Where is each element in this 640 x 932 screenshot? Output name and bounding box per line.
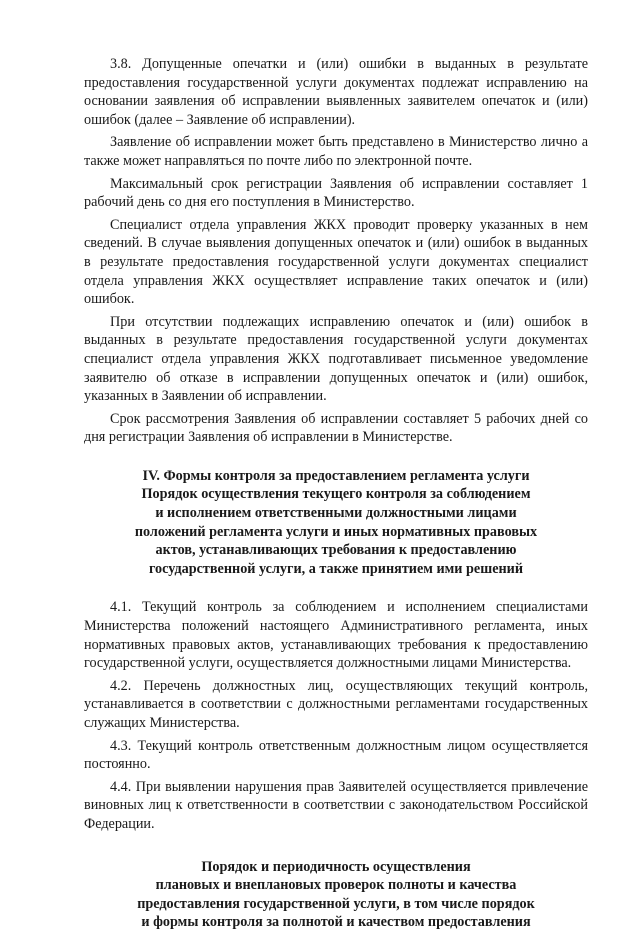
paragraph-4-3: 4.3. Текущий контроль ответственным должностным лицом осуществляется постоянно.: [84, 737, 588, 773]
paragraph-refusal: При отсутствии подлежащих исправлению опечаток и (или) ошибок в выданных в результате предоставления государственной услуги документах специалист отдела управления ЖКХ подготавливает письменное уведомление заявителю об отказе в исправлении допущенных опечаток и (или) ошибок, указанных в Заявлении об исправлении.: [84, 313, 588, 405]
paragraph-submission: Заявление об исправлении может быть представлено в Министерство лично а также может направляться по почте либо по электронной почте.: [84, 134, 588, 169]
paragraph-3-8: 3.8. Допущенные опечатки и (или) ошибки в выданных в результате предоставления государственной услуги документах подлежат исправлению на основании заявления об исправлении выявленных заявителем опечаток и (или) ошибок (далее – Заявление об исправлении).: [84, 56, 588, 128]
inspection-order-title-line: предоставления государственной услуги, в том числе порядок: [137, 895, 535, 912]
paragraph-review-term: Срок рассмотрения Заявления об исправлении составляет 5 рабочих дней со дня регистрации Заявления об исправлении в Министерстве.: [84, 410, 588, 446]
section-4-title: [84, 467, 588, 579]
section-4-title-line: актов, устанавливающих требования к предоставлению: [155, 542, 517, 559]
inspection-order-title-line: Порядок и периодичность осуществления: [201, 858, 471, 875]
section-4-title-line: государственной услуги, а также принятием ими решений: [148, 560, 524, 577]
paragraph-4-1: 4.1. Текущий контроль за соблюдением и исполнением специалистами Министерства положений настоящего Административного регламента, иных нормативных правовых актов, устанавливающих требования к предоставлению государственной услуги, осуществляется должностными лицами Министерства.: [84, 599, 588, 672]
section-4-title-line: положений регламента услуги и иных нормативных правовых: [134, 523, 538, 540]
section-4-title-line: Порядок осуществления текущего контроля за соблюдением: [141, 486, 531, 503]
paragraph-registration-term: Максимальный срок регистрации Заявления об исправлении составляет 1 рабочий день со дня его поступления в Министерство.: [84, 175, 588, 211]
section-4-body: [84, 598, 588, 833]
inspection-order-title-line: и формы контроля за полнотой и качеством предоставления: [141, 914, 531, 931]
paragraph-4-2: 4.2. Перечень должностных лиц, осуществляющих текущий контроль, устанавливается в соответствии с должностными регламентами государственных служащих Министерства.: [84, 677, 588, 731]
section-4-title-line: и исполнением ответственными должностными лицами: [155, 505, 517, 522]
inspection-order-title: [84, 858, 588, 932]
paragraph-4-4: 4.4. При выявлении нарушения прав Заявителей осуществляется привлечение виновных лиц к ответственности в соответствии с законодательством Российской Федерации.: [84, 778, 588, 832]
section-3-8: [84, 55, 588, 447]
paragraph-verification: Специалист отдела управления ЖКХ проводит проверку указанных в нем сведений. В случае выявления допущенных опечаток и (или) ошибок в выданных в результате предоставления государственной услуги документах специалист отдела управления ЖКХ осуществляет исправление таких опечаток и (или) ошибок.: [84, 216, 588, 308]
inspection-order-title-line: плановых и внеплановых проверок полноты и качества: [155, 877, 517, 894]
section-4-title-line: IV. Формы контроля за предоставлением регламента услуги: [142, 467, 530, 484]
